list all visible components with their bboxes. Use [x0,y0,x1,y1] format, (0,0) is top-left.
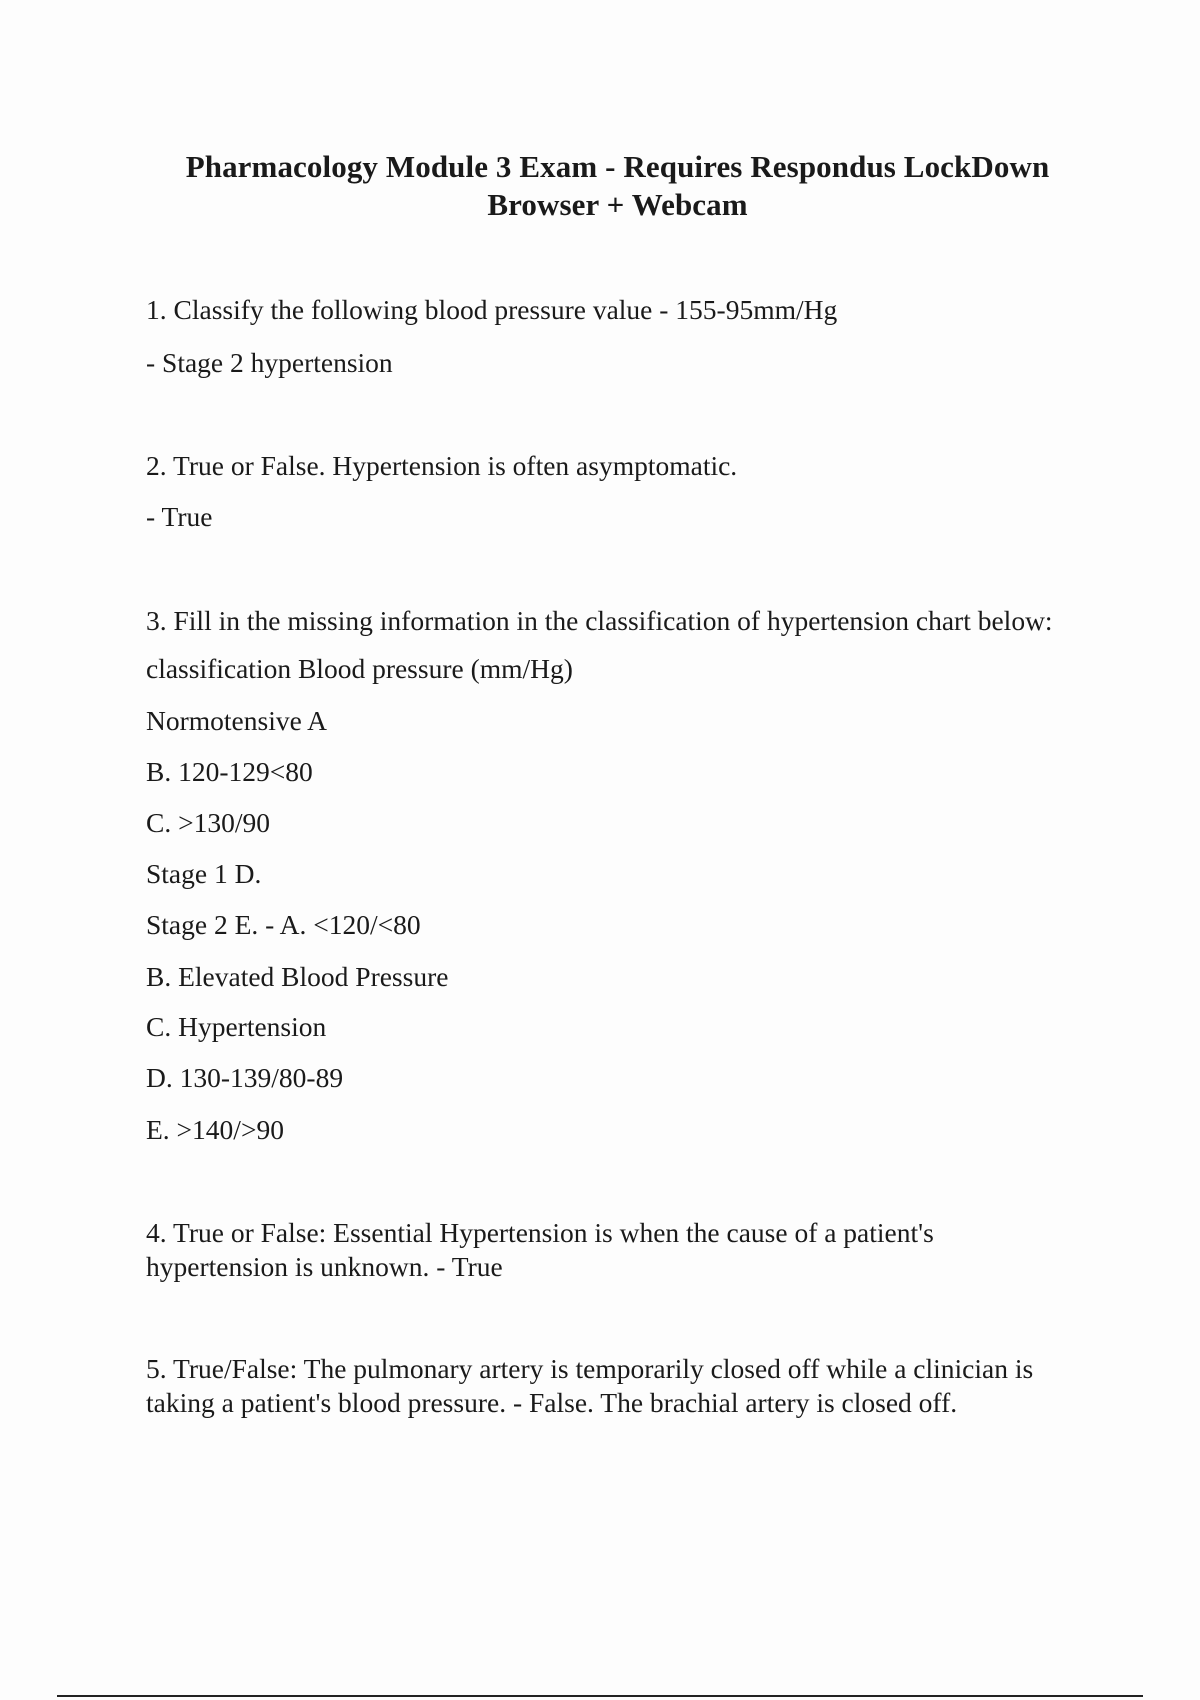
question-1: 1. Classify the following blood pressure value - 155-95mm/Hg [146,294,838,325]
answer-3-b: B. Elevated Blood Pressure [146,961,449,992]
chart-row-b: B. 120-129<80 [146,756,313,787]
answer-3-d: D. 130-139/80-89 [146,1062,344,1093]
chart-row-stage2-answer: Stage 2 E. - A. <120/<80 [146,909,421,940]
answer-1: - Stage 2 hypertension [146,347,393,378]
chart-row-stage1: Stage 1 D. [146,858,262,889]
chart-row-normotensive: Normotensive A [146,705,328,736]
question-3: 3. Fill in the missing information in the classification of hypertension chart below: [146,605,1053,636]
answer-3-e: E. >140/>90 [146,1114,284,1145]
question-5: 5. True/False: The pulmonary artery is temporarily closed off while a clinician is taking a patient's blood pressure. - False. The brachial artery is closed off. [146,1353,1034,1418]
answer-2: - True [146,501,213,532]
footer-divider [57,1695,1143,1697]
chart-row-c: C. >130/90 [146,807,270,838]
question-4: 4. True or False: Essential Hypertension is when the cause of a patient's hypertension is unknown. - True [146,1217,934,1282]
question-2: 2. True or False. Hypertension is often asymptomatic. [146,450,738,481]
document-title: Pharmacology Module 3 Exam - Requires Respondus LockDown Browser + Webcam [185,149,1050,222]
chart-header: classification Blood pressure (mm/Hg) [146,653,573,684]
answer-3-c: C. Hypertension [146,1011,327,1042]
